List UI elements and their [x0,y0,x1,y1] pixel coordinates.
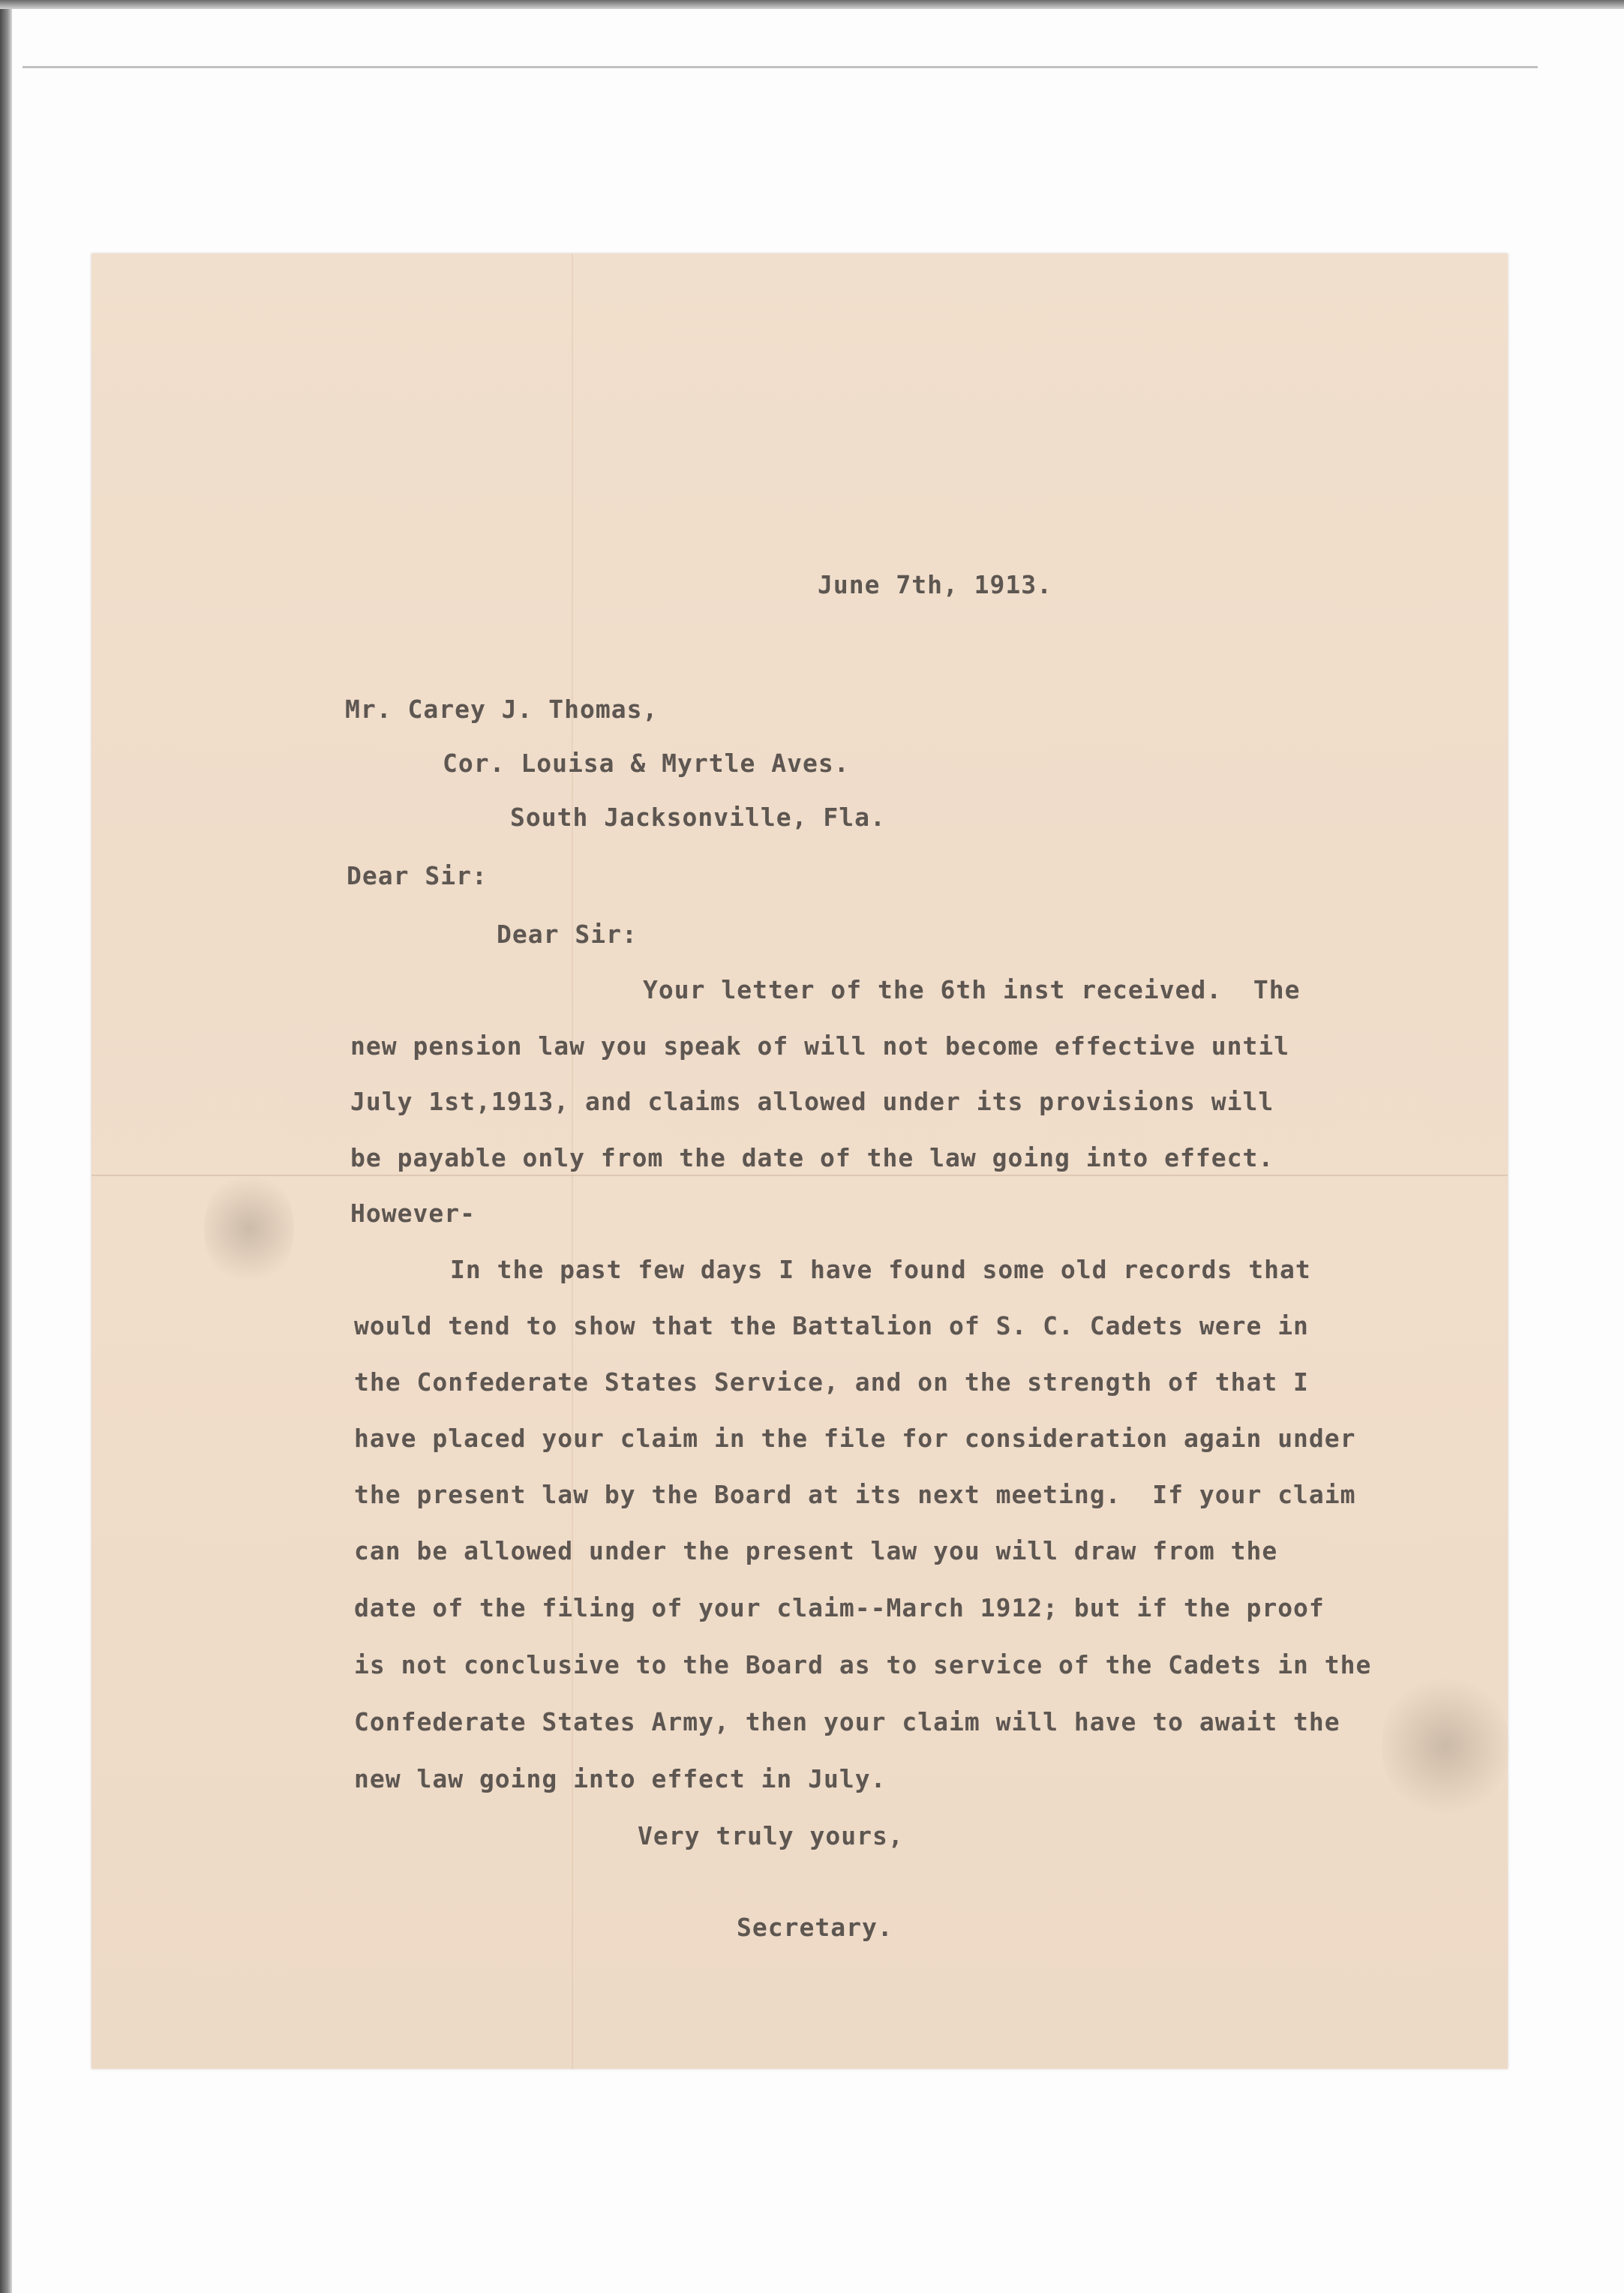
recipient-city: South Jacksonville, Fla. [510,803,886,832]
recipient-name: Mr. Carey J. Thomas, [345,695,659,724]
fold-crease-horizontal [92,1175,1508,1176]
recipient-street: Cor. Louisa & Myrtle Aves. [443,749,850,778]
fingerprint-smudge-left [204,1169,294,1289]
fingerprint-smudge-right [1382,1671,1509,1821]
paragraph-1-line: new pension law you speak of will not become effective until [350,1031,1290,1061]
paragraph-2-line: the Confederate States Service, and on the strength of that I [354,1367,1309,1397]
paragraph-1-line: Your letter of the 6th inst received. The [643,975,1301,1004]
paragraph-2-line: In the past few days I have found some old records that [450,1255,1311,1284]
scanner-left-edge [0,0,12,2293]
paragraph-2-line: Confederate States Army, then your claim will have to await the [354,1707,1340,1736]
scanner-top-edge [0,0,1624,9]
scanner-top-line [23,66,1538,68]
paragraph-1-line: July 1st,1913, and claims allowed under its provisions will [350,1087,1274,1116]
paragraph-2-line: the present law by the Board at its next meeting. If your claim [354,1480,1356,1509]
paragraph-2-line: new law going into effect in July. [354,1764,887,1793]
paragraph-2-line: have placed your claim in the file for consideration again under [354,1424,1356,1453]
salutation-first: Dear Sir: [347,861,488,890]
signature-title: Secretary. [737,1913,893,1942]
paragraph-1-line: However- [350,1199,476,1228]
paragraph-1-line: be payable only from the date of the law going into effect. [350,1143,1274,1172]
paragraph-2-line: is not conclusive to the Board as to service of the Cadets in the [354,1650,1372,1679]
paragraph-2-line: can be allowed under the present law you will draw from the [354,1536,1278,1565]
closing: Very truly yours, [638,1821,904,1850]
letter-sheet [92,254,1508,2069]
paragraph-2-line: would tend to show that the Battalion of S. C. Cadets were in [354,1311,1309,1340]
salutation-second: Dear Sir: [497,920,638,949]
paragraph-2-line: date of the filing of your claim--March 1912; but if the proof [354,1593,1325,1622]
letter-date: June 7th, 1913. [818,570,1053,599]
